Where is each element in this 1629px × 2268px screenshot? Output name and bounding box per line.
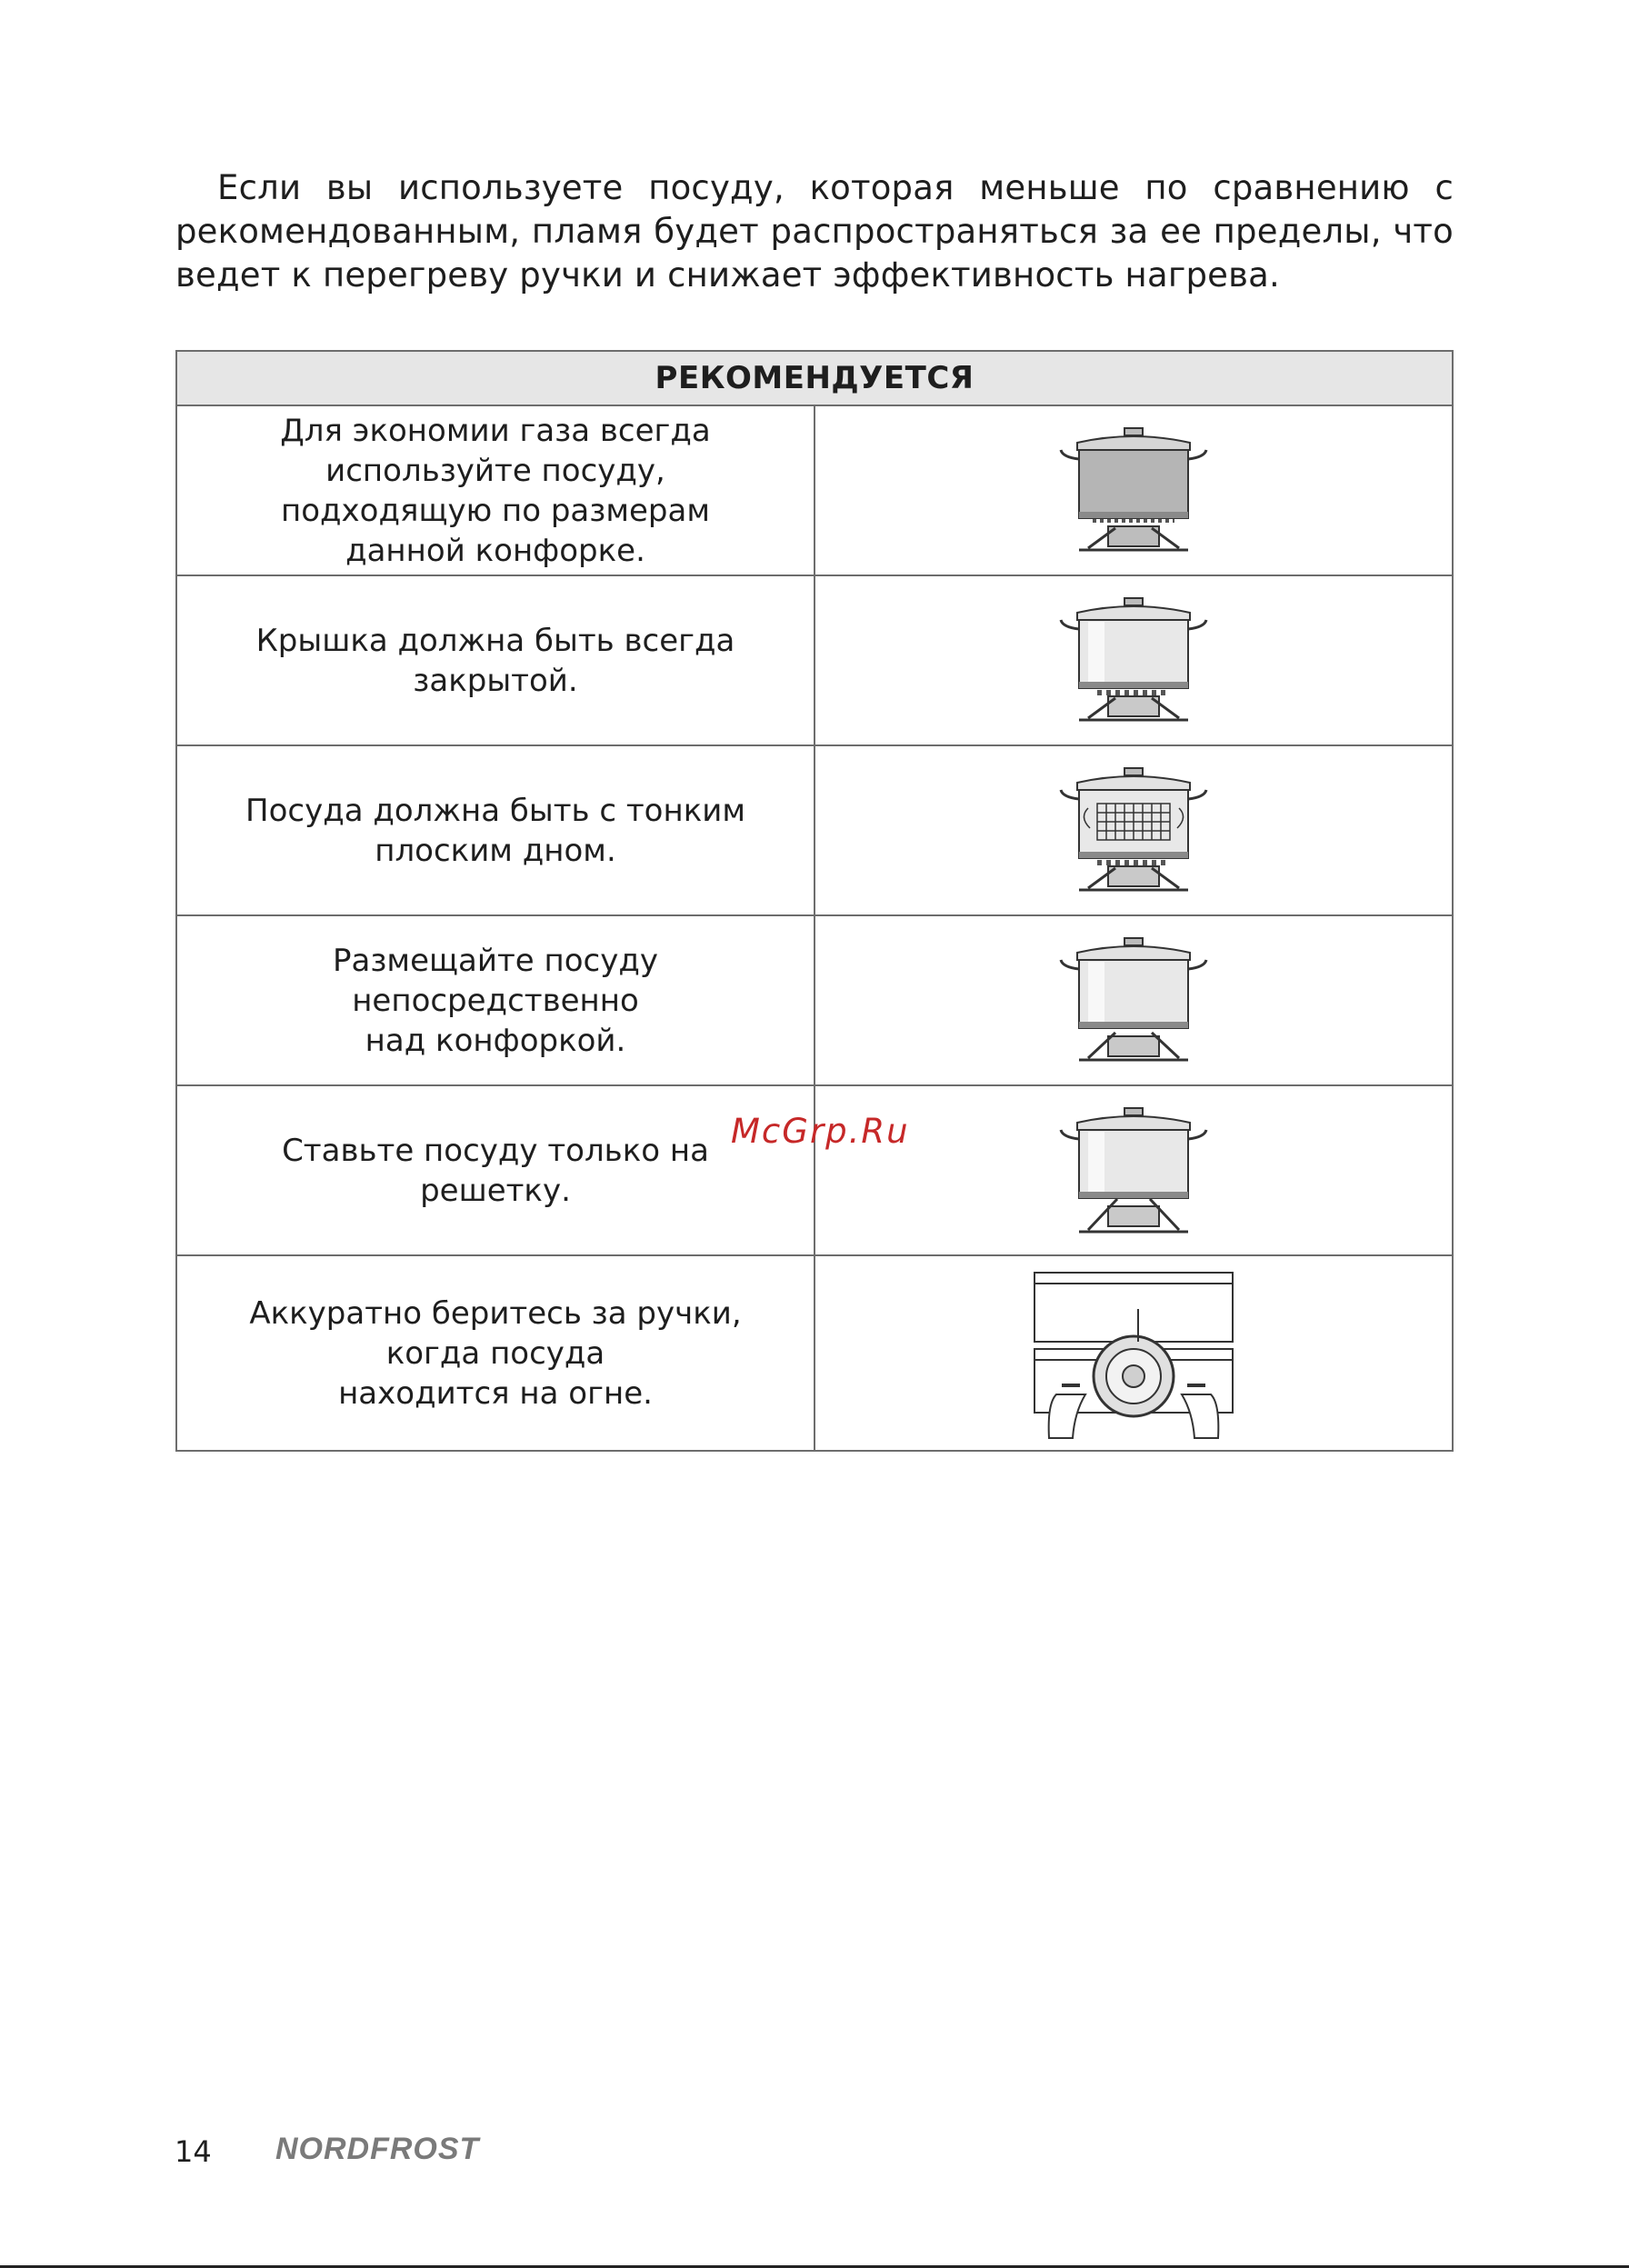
page-number: 14	[175, 2134, 212, 2169]
hands-holding-pot-icon	[1029, 1267, 1238, 1440]
row-text: Размещайте посуду непосредственно над конфоркой.	[333, 942, 658, 1059]
table-row	[176, 1255, 1453, 1451]
pot-flat-bottom-icon	[1052, 763, 1215, 899]
table-header: РЕКОМЕНДУЕТСЯ	[176, 351, 1453, 405]
row-text: Крышка должна быть всегда закрытой.	[255, 622, 735, 699]
intro-paragraph: Если вы используете посуду, которая меньше по сравнению с рекомендованным, пламя будет распространяться за ее пределы, что ведет к перегреву ручки и снижает эффективность нагрева.	[175, 168, 1454, 295]
table-row	[176, 915, 1453, 1085]
table-row	[176, 745, 1453, 915]
pot-matching-burner-icon	[1052, 423, 1215, 559]
pot-centered-on-burner-icon	[1052, 933, 1215, 1069]
watermark: McGrp.Ru	[731, 1112, 910, 1151]
pot-on-grate-icon	[1052, 1103, 1215, 1239]
brand-logo: NORDFROST	[275, 2132, 480, 2166]
row-text: Аккуратно беритесь за ручки, когда посуда находится на огне.	[249, 1294, 742, 1412]
row-text: Ставьте посуду только на решетку.	[282, 1132, 709, 1209]
row-text: Для экономии газа всегда используйте посуду, подходящую по размерам данной конфорке.	[280, 412, 711, 569]
table-row	[176, 575, 1453, 745]
table-row	[176, 405, 1453, 575]
recommendations-table	[175, 350, 1454, 1452]
row-text: Посуда должна быть с тонким плоским дном.	[245, 792, 745, 869]
pot-lid-closed-icon	[1052, 593, 1215, 729]
